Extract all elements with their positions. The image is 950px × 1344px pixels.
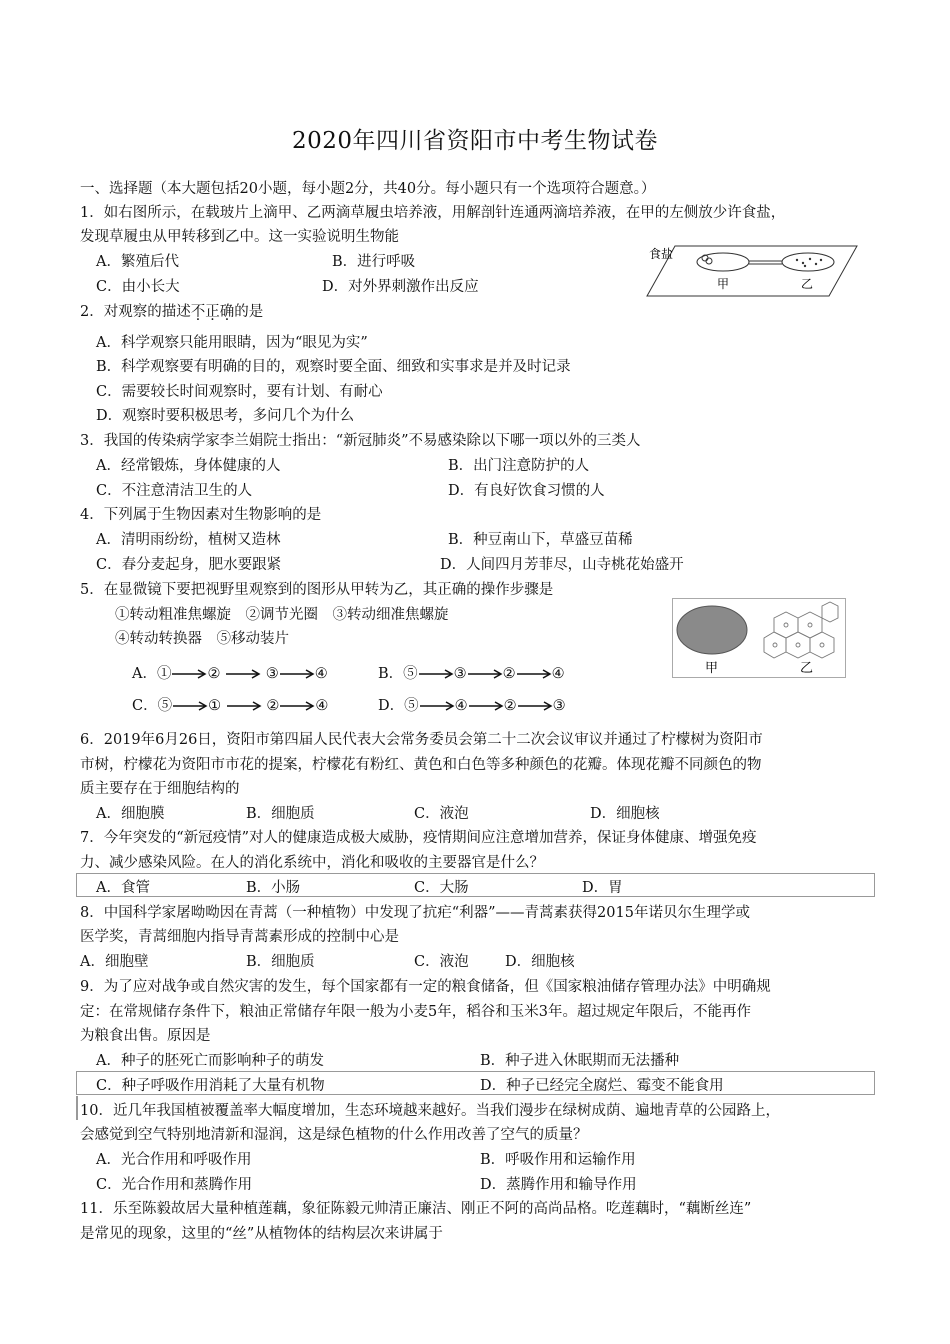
q6-option-a: A．细胞膜 (96, 806, 165, 822)
q10-option-c: C．光合作用和蒸腾作用 (96, 1177, 253, 1193)
fig-jia-label: 甲 (705, 661, 719, 676)
q7-option-b: B．小肠 (246, 880, 301, 896)
q4-option-c: C．春分麦起身，肥水要跟紧 (96, 557, 282, 573)
q9-option-c: C．种子呼吸作用消耗了大量有机物 (96, 1078, 325, 1094)
fig-jia-label: 甲 (717, 277, 730, 291)
q4-option-b: B．种豆南山下，草盛豆苗稀 (448, 532, 633, 548)
q5-a-step: A．① (132, 666, 172, 682)
q2-option-b: B．科学观察要有明确的目的，观察时要全面、细致和实事求是并及时记录 (96, 359, 571, 375)
q9-stem-line3: 为粮食出售。原因是 (80, 1028, 211, 1044)
q10-stem-line1: 10．近几年我国植被覆盖率大幅度增加，生态环境越来越好。当我们漫步在绿树成荫、遍地青草的公园路上， (80, 1103, 780, 1119)
q6-option-c: C．液泡 (414, 806, 469, 822)
q2-option-a: A．科学观察只能用眼睛，因为“眼见为实” (96, 335, 368, 351)
q10-option-b: B．呼吸作用和运输作用 (480, 1152, 636, 1168)
arrow-right-icon (172, 699, 208, 713)
q8-stem-line1: 8．中国科学家屠呦呦因在青蒿（一种植物）中发现了抗疟“利器”——青蒿素获得2015年诺贝尔生理学或 (80, 905, 750, 921)
arrow-right-icon (467, 667, 503, 681)
arrow-right-icon (516, 667, 552, 681)
q5-c-step: C．⑤ (132, 698, 173, 714)
q10-stem-line2: 会感觉到空气特别地清新和湿润，这是绿色植物的什么作用改善了空气的质量？ (80, 1127, 588, 1143)
q7-option-a: A．食管 (96, 880, 150, 896)
q5-option-c (132, 694, 328, 715)
q5-option-d (378, 694, 566, 715)
q2-option-c: C．需要较长时间观察时，要有计划、有耐心 (96, 384, 383, 400)
arrow-right-icon (468, 699, 504, 713)
q6-option-b: B．细胞质 (246, 806, 315, 822)
q7-stem-line2: 力、减少感染风险。在人的消化系统中，消化和吸收的主要器官是什么？ (80, 855, 544, 871)
q9-option-b: B．种子进入休眠期而无法播种 (480, 1053, 680, 1069)
q4-option-d: D．人间四月芳菲尽，山寺桃花始盛开 (440, 557, 684, 573)
q8-option-a: A．细胞壁 (80, 954, 149, 970)
fig-yi-label: 乙 (800, 661, 814, 676)
q5-a-step: ③ (265, 666, 279, 682)
q7-options-frame (76, 873, 875, 897)
q5-d-step: D．⑤ (378, 698, 419, 714)
q3-option-b: B．出门注意防护的人 (448, 458, 590, 474)
q5-a-step: ④ (314, 666, 328, 682)
q2-stem (80, 300, 263, 321)
arrow-right-icon (279, 667, 315, 681)
q6-option-d: D．细胞核 (590, 806, 660, 822)
q8-option-d: D．细胞核 (505, 954, 575, 970)
q7-option-c: C．大肠 (414, 880, 469, 896)
q1-stem-line2: 发现草履虫从甲转移到乙中。这一实验说明生物能 (80, 229, 399, 245)
arrow-right-icon (171, 667, 207, 681)
q5-steps-line2: ④转动转换器 ⑤移动装片 (115, 631, 289, 647)
q5-b-step: ② (502, 666, 516, 682)
q5-a-step: ② (207, 666, 221, 682)
q5-b-step: B．⑤ (378, 666, 418, 682)
slide-diagram (645, 244, 860, 298)
q5-c-step: ② (266, 698, 280, 714)
q10-option-d: D．蒸腾作用和输导作用 (480, 1177, 637, 1193)
q9-option-d: D．种子已经完全腐烂、霉变不能食用 (480, 1078, 724, 1094)
arrow-right-icon (517, 699, 553, 713)
q2-emphasis-char: 正 (205, 304, 220, 320)
q6-stem-line2: 市树，柠檬花为资阳市市花的提案，柠檬花有粉红、黄色和白色等多种颜色的花瓣。体现花瓣不同颜色的物 (80, 757, 762, 773)
microscope-view-diagram (672, 598, 846, 678)
q2-emphasis-char: 不 (190, 304, 206, 320)
q5-b-step: ④ (551, 666, 565, 682)
q3-option-d: D．有良好饮食习惯的人 (448, 483, 605, 499)
q6-stem-line3: 质主要存在于细胞结构的 (80, 781, 240, 797)
q6-stem-line1: 6．2019年6月26日，资阳市第四届人民代表大会常务委员会第二十二次会议审议并通过了柠檬树为资阳市 (80, 732, 763, 748)
q4-stem: 4．下列属于生物因素对生物影响的是 (80, 507, 322, 523)
q1-option-d: D．对外界刺激作出反应 (322, 279, 479, 295)
q10-margin-rule (76, 1096, 78, 1120)
q11-stem-line2: 是常见的现象，这里的“丝”从植物体的结构层次来讲属于 (80, 1226, 443, 1242)
q5-d-step: ③ (552, 698, 566, 714)
q9-stem-line2: 定：在常规储存条件下，粮油正常储存年限一般为小麦5年，稻谷和玉米3年。超过规定年限后，不能再作 (80, 1004, 751, 1020)
q3-option-a: A．经常锻炼，身体健康的人 (96, 458, 281, 474)
q2-stem-post: 的是 (234, 304, 264, 320)
fig-salt-label: 食盐 (649, 247, 674, 261)
q9-option-a: A．种子的胚死亡而影响种子的萌发 (96, 1053, 324, 1069)
q1-option-c: C．由小长大 (96, 279, 180, 295)
q5-b-step: ③ (453, 666, 467, 682)
q5-option-a (132, 662, 328, 683)
q8-option-b: B．细胞质 (246, 954, 315, 970)
q3-option-c: C．不注意清洁卫生的人 (96, 483, 253, 499)
q1-option-a: A．繁殖后代 (96, 254, 179, 270)
q8-option-c: C．液泡 (414, 954, 469, 970)
q2-emphasis-char: 确 (219, 304, 235, 320)
section-heading: 一、选择题（本大题包括20小题，每小题2分，共40分。每小题只有一个选项符合题意。） (80, 181, 656, 197)
q7-stem-line1: 7．今年突发的“新冠疫情”对人的健康造成极大威胁，疫情期间应注意增加营养，保证身体健康、增强免疫 (80, 830, 757, 846)
q5-d-step: ② (503, 698, 517, 714)
q10-option-a: A．光合作用和呼吸作用 (96, 1152, 252, 1168)
q1-slide-figure (645, 244, 860, 298)
arrow-right-icon (279, 699, 315, 713)
q1-stem-line1: 1．如右图所示，在载玻片上滴甲、乙两滴草履虫培养液，用解剖针连通两滴培养液，在甲的左侧放少许食盐， (80, 205, 786, 221)
arrow-right-icon (225, 667, 261, 681)
q8-stem-line2: 医学奖，青蒿细胞内指导青蒿素形成的控制中心是 (80, 929, 399, 945)
q5-stem: 5．在显微镜下要把视野里观察到的图形从甲转为乙，其正确的操作步骤是 (80, 582, 554, 598)
q5-c-step: ① (208, 698, 222, 714)
q9-stem-line1: 9．为了应对战争或自然灾害的发生，每个国家都有一定的粮食储备，但《国家粮油储存管理办法》中明确规 (80, 979, 771, 995)
q5-microscope-figure (672, 598, 846, 678)
q5-c-step: ④ (315, 698, 329, 714)
q5-steps-line1: ①转动粗准焦螺旋 ②调节光圈 ③转动细准焦螺旋 (115, 607, 449, 623)
q3-stem: 3．我国的传染病学家李兰娟院士指出：“新冠肺炎”不易感染除以下哪一项以外的三类人 (80, 433, 641, 449)
arrow-right-icon (419, 699, 455, 713)
q5-d-step: ④ (454, 698, 468, 714)
fig-yi-label: 乙 (801, 277, 814, 291)
q2-stem-pre: 2．对观察的描述 (80, 304, 191, 320)
page-title: 2020年四川省资阳市中考生物试卷 (291, 128, 659, 154)
q5-option-b (378, 662, 565, 683)
q11-stem-line1: 11．乐至陈毅故居大量种植莲藕，象征陈毅元帅清正廉洁、刚正不阿的高尚品格。吃莲藕时，“藕断丝连” (80, 1201, 752, 1217)
arrow-right-icon (418, 667, 454, 681)
q7-option-d: D．胃 (582, 880, 623, 896)
q1-option-b: B．进行呼吸 (332, 254, 416, 270)
arrow-right-icon (226, 699, 262, 713)
q2-option-d: D．观察时要积极思考，多问几个为什么 (96, 408, 355, 424)
q4-option-a: A．清明雨纷纷，植树又造林 (96, 532, 281, 548)
